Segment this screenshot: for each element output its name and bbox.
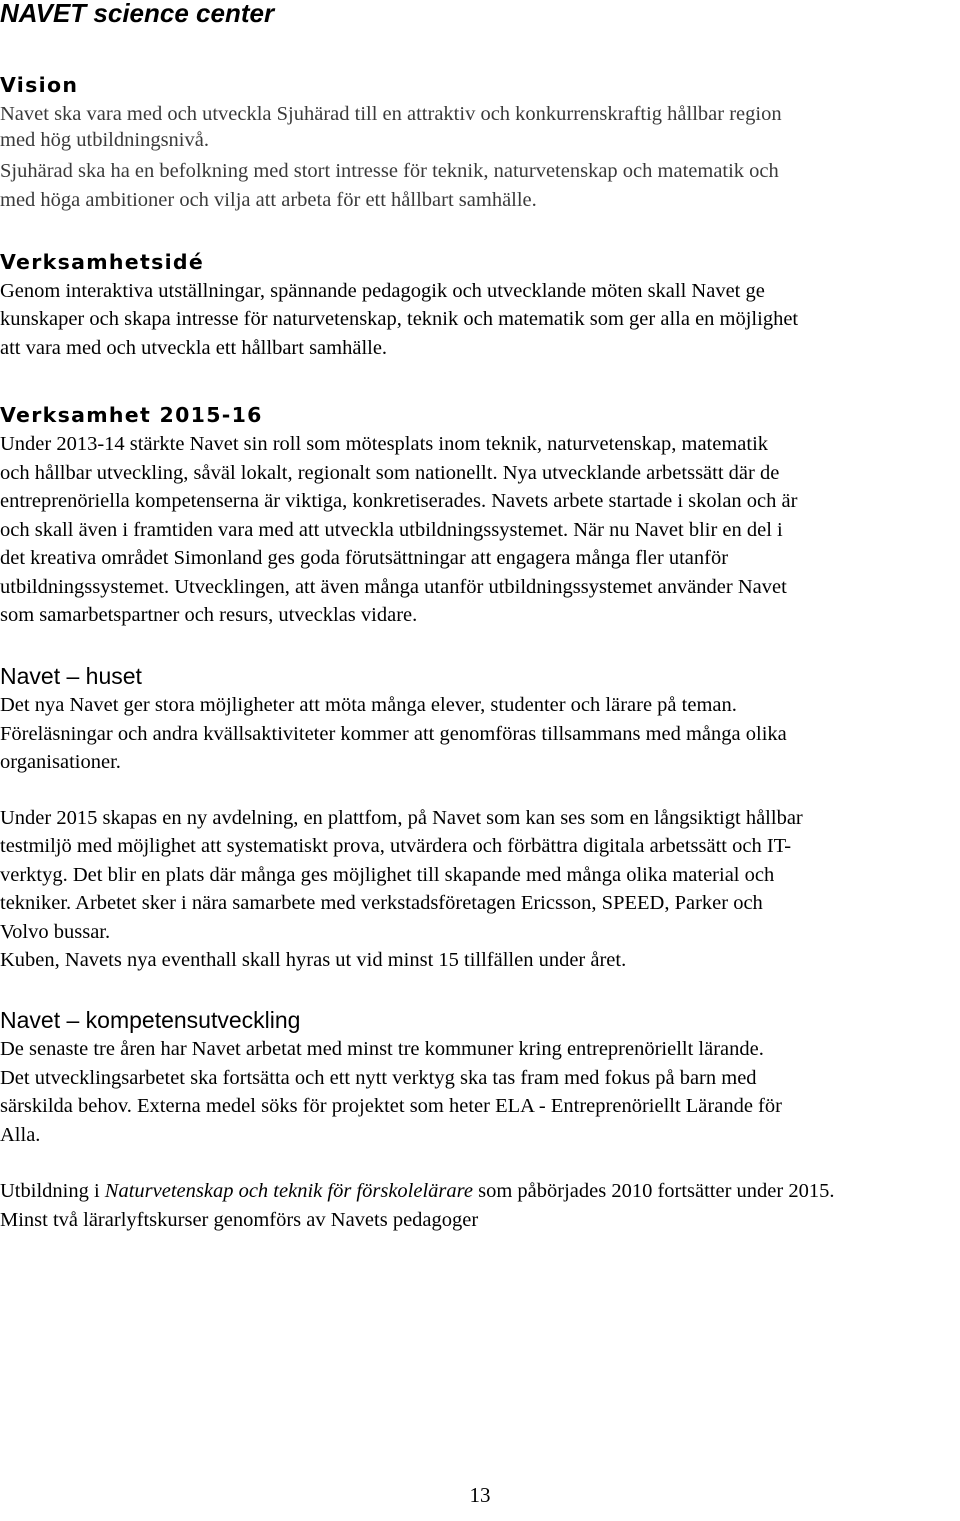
course-title: Naturvetenskap och teknik för förskolelärare [104,1180,473,1202]
huset-line: Kuben, Navets nya eventhall skall hyras ut vid minst 15 tillfällen under året. [0,949,627,971]
utbildning-text-before: Utbildning i [0,1180,105,1202]
huset-line: Föreläsningar och andra kvällsaktiviteter kommer att genomföras tillsammans med många olika [0,722,787,745]
kompetens-line: särskilda behov. Externa medel söks för projektet som heter ELA - Entreprenöriellt Lärande för [0,1095,782,1117]
vision-text [0,100,958,215]
page-number: 13 [469,1483,491,1507]
huset-line: verktyg. Det blir en plats där många ges möjlighet till skapande med många olika material och [0,863,775,886]
kompetens-section [0,1005,958,1234]
kompetens-paragraph [0,1035,958,1149]
verksamhet-line: entreprenöriella kompetenserna är viktiga, konkretiserades. Navets arbete startade i skolan och är [0,490,798,512]
verksamhet-line: och skall även i framtiden vara med att utveckla utbildningssystemet. När nu Navet blir en del i [0,518,783,541]
vision-heading: Vision [0,73,79,97]
kompetens-line: De senaste tre åren har Navet arbetat med minst tre kommuner kring entreprenöriellt lärande. [0,1038,764,1060]
vision-line: med hög utbildningsnivå. [0,129,209,151]
verksamhet-line: det kreativa området Simonland ges goda förutsättningar att engagera många fler utanför [0,547,729,569]
verksamhetside-line: Genom interaktiva utställningar, spännande pedagogik och utvecklande möten skall Navet ge [0,279,765,302]
kompetens-line [0,1177,958,1206]
verksamhet-line: utbildningssystemet. Utvecklingen, att även många utanför utbildningssystemet använder Navet [0,575,787,598]
vision-line: Navet ska vara med och utveckla Sjuhärad till en attraktiv och konkurrenskraftig hållbar region [0,102,782,125]
huset-heading: Navet – huset [0,663,142,689]
verksamhet-heading: Verksamhet 2015-16 [0,403,263,427]
kompetens-line: Minst två lärarlyftskurser genomförs av Navets pedagoger [0,1208,479,1231]
huset-line: testmiljö med möjlighet att systematiskt prova, utvärdera och förbättra digitala arbetssätt och IT- [0,835,792,857]
verksamhet-text [0,430,958,630]
huset-section [0,661,958,975]
verksamhetside-text [0,277,958,363]
verksamhet-line: och hållbar utveckling, såväl lokalt, regionalt som nationellt. Nya utvecklande arbetssätt där de [0,461,780,484]
verksamhet-line: som samarbetspartner och resurs, utvecklas vidare. [0,604,418,626]
kompetens-heading: Navet – kompetensutveckling [0,1007,301,1033]
vision-line: med höga ambitioner och vilja att arbeta för ett hållbart samhälle. [0,188,537,211]
utbildning-text-after: som påbörjades 2010 fortsätter under 2015. [472,1180,835,1202]
verksamhet-section [0,400,958,630]
verksamhetside-heading: Verksamhetsidé [0,250,205,274]
huset-paragraph [0,691,958,777]
huset-line: Under 2015 skapas en ny avdelning, en plattfom, på Navet som kan ses som en långsiktigt hållbar [0,806,803,829]
huset-line: Volvo bussar. [0,920,111,943]
verksamhetside-line: kunskaper och skapa intresse för naturvetenskap, teknik och matematik som ger alla en möjlighet [0,308,799,330]
huset-paragraph [0,804,958,975]
kompetens-line: Det utvecklingsarbetet ska fortsätta och ett nytt verktyg ska tas fram med fokus på barn med [0,1066,757,1089]
huset-line: organisationer. [0,751,121,773]
verksamhetside-section [0,247,958,362]
huset-line: tekniker. Arbetet sker i nära samarbete med verkstadsföretagen Ericsson, SPEED, Parker och [0,892,763,914]
huset-line: Det nya Navet ger stora möjligheter att möta många elever, studenter och lärare på teman. [0,694,737,716]
verksamhetside-line: att vara med och utveckla ett hållbart samhälle. [0,336,388,359]
kompetens-line: Alla. [0,1123,41,1146]
vision-section [0,70,958,214]
verksamhet-line: Under 2013-14 stärkte Navet sin roll som mötesplats inom teknik, naturvetenskap, matematik [0,433,769,455]
document-title: NAVET science center [0,0,275,28]
vision-line: Sjuhärad ska ha en befolkning med stort intresse för teknik, naturvetenskap och matematik och [0,160,779,182]
kompetens-paragraph [0,1177,958,1234]
